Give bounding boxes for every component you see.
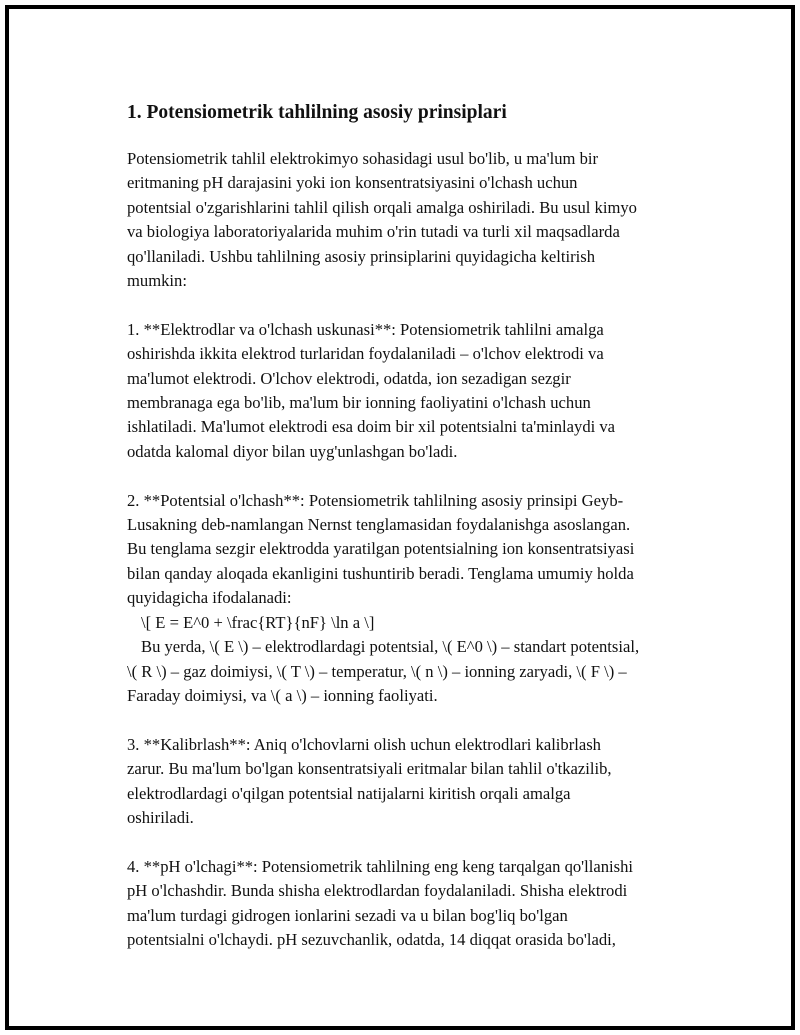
text-line: potentsial o'zgarishlarini tahlil qilish orqali amalga oshiriladi. Bu usul kimyo — [127, 197, 637, 217]
text-line: eritmaning pH darajasini yoki ion konsentratsiyasini o'lchash uchun — [127, 173, 578, 193]
text-line: 4. **pH o'lchagi**: Potensiometrik tahlilning eng keng tarqalgan qo'llanishi — [127, 856, 634, 876]
text-line: mumkin: — [127, 271, 187, 291]
document-body — [127, 99, 699, 977]
text-line: qo'llaniladi. Ushbu tahlilning asosiy prinsiplarini quyidagicha keltirish — [127, 246, 596, 266]
text-line: va biologiya laboratoriyalarida muhim o'rin tutadi va turli xil maqsadlarda — [127, 222, 620, 242]
text-line: oshiriladi. — [127, 807, 194, 827]
text-line: ishlatiladi. Ma'lumot elektrodi esa doim bir xil potentsialni ta'minlaydi va — [127, 417, 616, 437]
text-line: Bu yerda, \( E \) – elektrodlardagi potentsial, \( E^0 \) – standart potentsial, — [141, 637, 640, 657]
section-4-paragraph — [127, 855, 699, 953]
section-2-paragraph — [127, 489, 699, 709]
text-line: Lusakning deb-namlangan Nernst tenglamasidan foydalanishga asoslangan. — [127, 515, 631, 535]
document-page — [6, 6, 794, 1029]
text-line: ma'lumot elektrodi. O'lchov elektrodi, odatda, ion sezadigan sezgir — [127, 368, 571, 388]
text-line: 1. **Elektrodlar va o'lchash uskunasi**: Potensiometrik tahlilni amalga — [127, 319, 604, 339]
nernst-formula: \[ E = E^0 + \frac{RT}{nF} \ln a \] — [141, 612, 375, 632]
text-line: Faraday doimiysi, va \( a \) – ionning faoliyati. — [127, 685, 438, 705]
text-line: oshirishda ikkita elektrod turlaridan foydalaniladi – o'lchov elektrodi va — [127, 344, 604, 364]
text-line: potentsialni o'lchaydi. pH sezuvchanlik, odatda, 14 diqqat orasida bo'ladi, — [127, 929, 616, 949]
text-line: membranaga ega bo'lib, ma'lum bir ionning faoliyatini o'lchash uchun — [127, 393, 591, 413]
text-line: bilan qanday aloqada ekanligini tushuntirib beradi. Tenglama umumiy holda — [127, 563, 634, 583]
text-line: odatda kalomal diyor bilan uyg'unlashgan bo'ladi. — [127, 441, 458, 461]
intro-paragraph — [127, 147, 699, 293]
text-line: ma'lum turdagi gidrogen ionlarini sezadi va u bilan bog'liq bo'lgan — [127, 905, 568, 925]
text-line: Bu tenglama sezgir elektrodda yaratilgan potentsialning ion konsentratsiyasi — [127, 539, 635, 559]
text-line: elektrodlardagi o'qilgan potentsial natijalarni kiritish orqali amalga — [127, 783, 571, 803]
section-1-paragraph — [127, 318, 699, 464]
text-line: \( R \) – gaz doimiysi, \( T \) – temperatur, \( n \) – ionning zaryadi, \( F \) – — [127, 661, 627, 681]
text-line: 3. **Kalibrlash**: Aniq o'lchovlarni olish uchun elektrodlari kalibrlash — [127, 734, 601, 754]
text-line: Potensiometrik tahlil elektrokimyo sohasidagi usul bo'lib, u ma'lum bir — [127, 149, 599, 168]
text-line: quyidagicha ifodalanadi: — [127, 588, 292, 608]
text-line: zarur. Bu ma'lum bo'lgan konsentratsiyali eritmalar bilan tahlil o'tkazilib, — [127, 759, 612, 779]
text-line: 2. **Potentsial o'lchash**: Potensiometrik tahlilning asosiy prinsipi Geyb- — [127, 490, 624, 510]
text-line: pH o'lchashdir. Bunda shisha elektrodlardan foydalaniladi. Shisha elektrodi — [127, 881, 628, 901]
document-heading: 1. Potensiometrik tahlilning asosiy prinsiplari — [127, 102, 507, 123]
section-3-paragraph — [127, 733, 699, 831]
